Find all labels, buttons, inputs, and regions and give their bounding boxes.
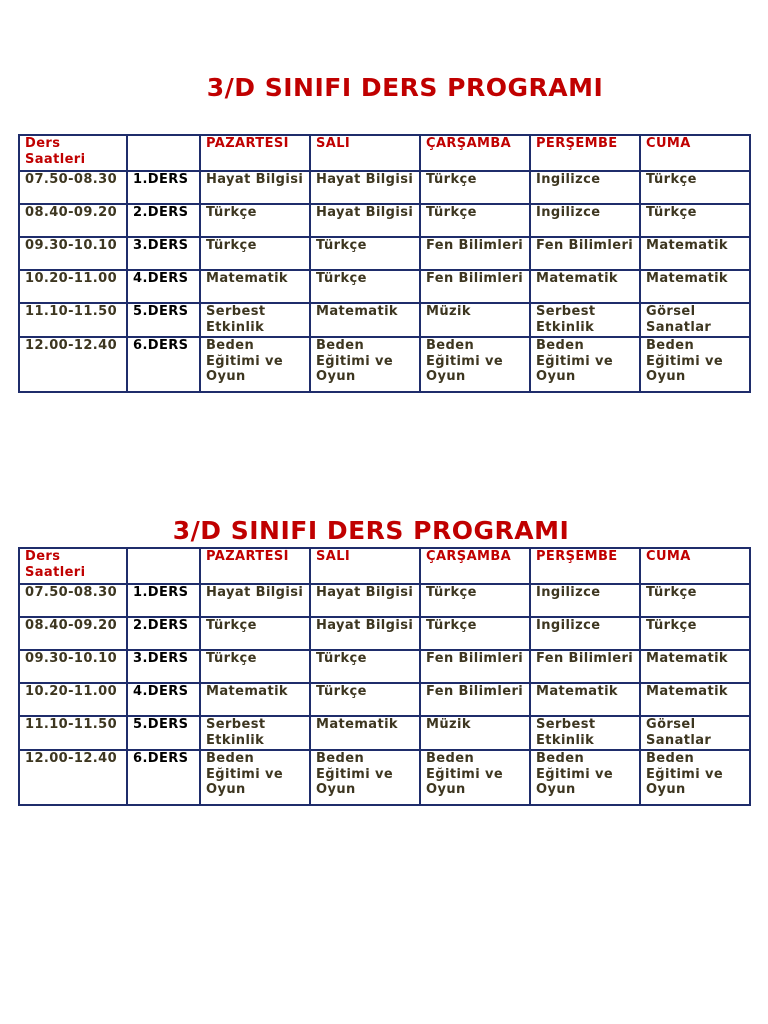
subject-cell: Türkçe: [200, 617, 310, 650]
time-cell: 10.20-11.00: [19, 270, 127, 303]
subject-cell: Görsel Sanatlar: [640, 716, 750, 750]
header-day: PAZARTESİ: [200, 548, 310, 584]
subject-cell: Türkçe: [200, 204, 310, 237]
lesson-cell: 4.DERS: [127, 683, 200, 716]
page-title: 3/D SINIFI DERS PROGRAMI: [206, 73, 604, 102]
table-row: [19, 683, 750, 716]
subject-cell: Hayat Bilgisi: [200, 171, 310, 204]
subject-cell: Matematik: [310, 716, 420, 750]
subject-cell: Türkçe: [200, 650, 310, 683]
subject-cell: Türkçe: [310, 237, 420, 270]
header-day: CUMA: [640, 548, 750, 584]
lesson-cell: 6.DERS: [127, 750, 200, 805]
lesson-cell: 4.DERS: [127, 270, 200, 303]
lesson-cell: 3.DERS: [127, 650, 200, 683]
header-day: ÇARŞAMBA: [420, 548, 530, 584]
time-cell: 09.30-10.10: [19, 650, 127, 683]
subject-cell: Fen Bilimleri: [420, 650, 530, 683]
subject-cell: Beden Eğitimi ve Oyun: [310, 750, 420, 805]
subject-cell: Türkçe: [420, 584, 530, 617]
subject-cell: Fen Bilimleri: [420, 683, 530, 716]
schedule-table: [18, 547, 751, 806]
lesson-cell: 1.DERS: [127, 171, 200, 204]
subject-cell: Türkçe: [310, 683, 420, 716]
subject-cell: Fen Bilimleri: [530, 237, 640, 270]
subject-cell: Matematik: [640, 650, 750, 683]
subject-cell: Türkçe: [640, 617, 750, 650]
header-day: ÇARŞAMBA: [420, 135, 530, 171]
page-title: 3/D SINIFI DERS PROGRAMI: [172, 516, 570, 545]
subject-cell: Beden Eğitimi ve Oyun: [200, 337, 310, 392]
header-day: PERŞEMBE: [530, 548, 640, 584]
subject-cell: Hayat Bilgisi: [200, 584, 310, 617]
table-row: [19, 617, 750, 650]
subject-cell: Beden Eğitimi ve Oyun: [530, 750, 640, 805]
subject-cell: Türkçe: [420, 171, 530, 204]
time-cell: 08.40-09.20: [19, 204, 127, 237]
subject-cell: Hayat Bilgisi: [310, 171, 420, 204]
header-ders-saatleri: Ders Saatleri: [19, 548, 127, 584]
subject-cell: Matematik: [310, 303, 420, 337]
header-row: [19, 548, 750, 584]
table-row: [19, 204, 750, 237]
header-day: SALI: [310, 548, 420, 584]
lesson-cell: 5.DERS: [127, 716, 200, 750]
table-row: [19, 171, 750, 204]
header-day: PERŞEMBE: [530, 135, 640, 171]
time-cell: 07.50-08.30: [19, 584, 127, 617]
subject-cell: Beden Eğitimi ve Oyun: [310, 337, 420, 392]
subject-cell: Hayat Bilgisi: [310, 584, 420, 617]
subject-cell: Beden Eğitimi ve Oyun: [420, 337, 530, 392]
subject-cell: Hayat Bilgisi: [310, 204, 420, 237]
table-row: [19, 303, 750, 337]
time-cell: 07.50-08.30: [19, 171, 127, 204]
subject-cell: Serbest Etkinlik: [200, 303, 310, 337]
subject-cell: Türkçe: [310, 270, 420, 303]
subject-cell: Serbest Etkinlik: [200, 716, 310, 750]
table-row: [19, 270, 750, 303]
table-row: [19, 337, 750, 392]
table-row: [19, 750, 750, 805]
table-row: [19, 584, 750, 617]
subject-cell: Görsel Sanatlar: [640, 303, 750, 337]
subject-cell: Matematik: [640, 270, 750, 303]
table-row: [19, 716, 750, 750]
subject-cell: Hayat Bilgisi: [310, 617, 420, 650]
subject-cell: Matematik: [640, 237, 750, 270]
lesson-cell: 6.DERS: [127, 337, 200, 392]
time-cell: 08.40-09.20: [19, 617, 127, 650]
subject-cell: Türkçe: [420, 204, 530, 237]
subject-cell: İngilizce: [530, 617, 640, 650]
time-cell: 09.30-10.10: [19, 237, 127, 270]
subject-cell: Türkçe: [640, 584, 750, 617]
subject-cell: Fen Bilimleri: [420, 270, 530, 303]
subject-cell: Türkçe: [310, 650, 420, 683]
subject-cell: Türkçe: [640, 204, 750, 237]
header-blank: [127, 135, 200, 171]
subject-cell: Müzik: [420, 303, 530, 337]
subject-cell: Beden Eğitimi ve Oyun: [640, 337, 750, 392]
header-day: CUMA: [640, 135, 750, 171]
subject-cell: Beden Eğitimi ve Oyun: [530, 337, 640, 392]
subject-cell: Serbest Etkinlik: [530, 716, 640, 750]
header-day: SALI: [310, 135, 420, 171]
subject-cell: Serbest Etkinlik: [530, 303, 640, 337]
table-row: [19, 237, 750, 270]
header-day: PAZARTESİ: [200, 135, 310, 171]
header-row: [19, 135, 750, 171]
subject-cell: Türkçe: [200, 237, 310, 270]
subject-cell: Matematik: [200, 683, 310, 716]
time-cell: 12.00-12.40: [19, 337, 127, 392]
subject-cell: Matematik: [530, 270, 640, 303]
header-ders-saatleri: Ders Saatleri: [19, 135, 127, 171]
lesson-cell: 3.DERS: [127, 237, 200, 270]
time-cell: 11.10-11.50: [19, 716, 127, 750]
subject-cell: İngilizce: [530, 584, 640, 617]
subject-cell: Türkçe: [420, 617, 530, 650]
subject-cell: Müzik: [420, 716, 530, 750]
time-cell: 10.20-11.00: [19, 683, 127, 716]
subject-cell: Türkçe: [640, 171, 750, 204]
table-row: [19, 650, 750, 683]
time-cell: 11.10-11.50: [19, 303, 127, 337]
subject-cell: Beden Eğitimi ve Oyun: [200, 750, 310, 805]
lesson-cell: 5.DERS: [127, 303, 200, 337]
subject-cell: İngilizce: [530, 171, 640, 204]
header-blank: [127, 548, 200, 584]
lesson-cell: 1.DERS: [127, 584, 200, 617]
subject-cell: Matematik: [530, 683, 640, 716]
subject-cell: Beden Eğitimi ve Oyun: [420, 750, 530, 805]
lesson-cell: 2.DERS: [127, 617, 200, 650]
subject-cell: İngilizce: [530, 204, 640, 237]
schedule-table: [18, 134, 751, 393]
lesson-cell: 2.DERS: [127, 204, 200, 237]
subject-cell: Fen Bilimleri: [530, 650, 640, 683]
subject-cell: Matematik: [200, 270, 310, 303]
subject-cell: Beden Eğitimi ve Oyun: [640, 750, 750, 805]
subject-cell: Matematik: [640, 683, 750, 716]
time-cell: 12.00-12.40: [19, 750, 127, 805]
subject-cell: Fen Bilimleri: [420, 237, 530, 270]
